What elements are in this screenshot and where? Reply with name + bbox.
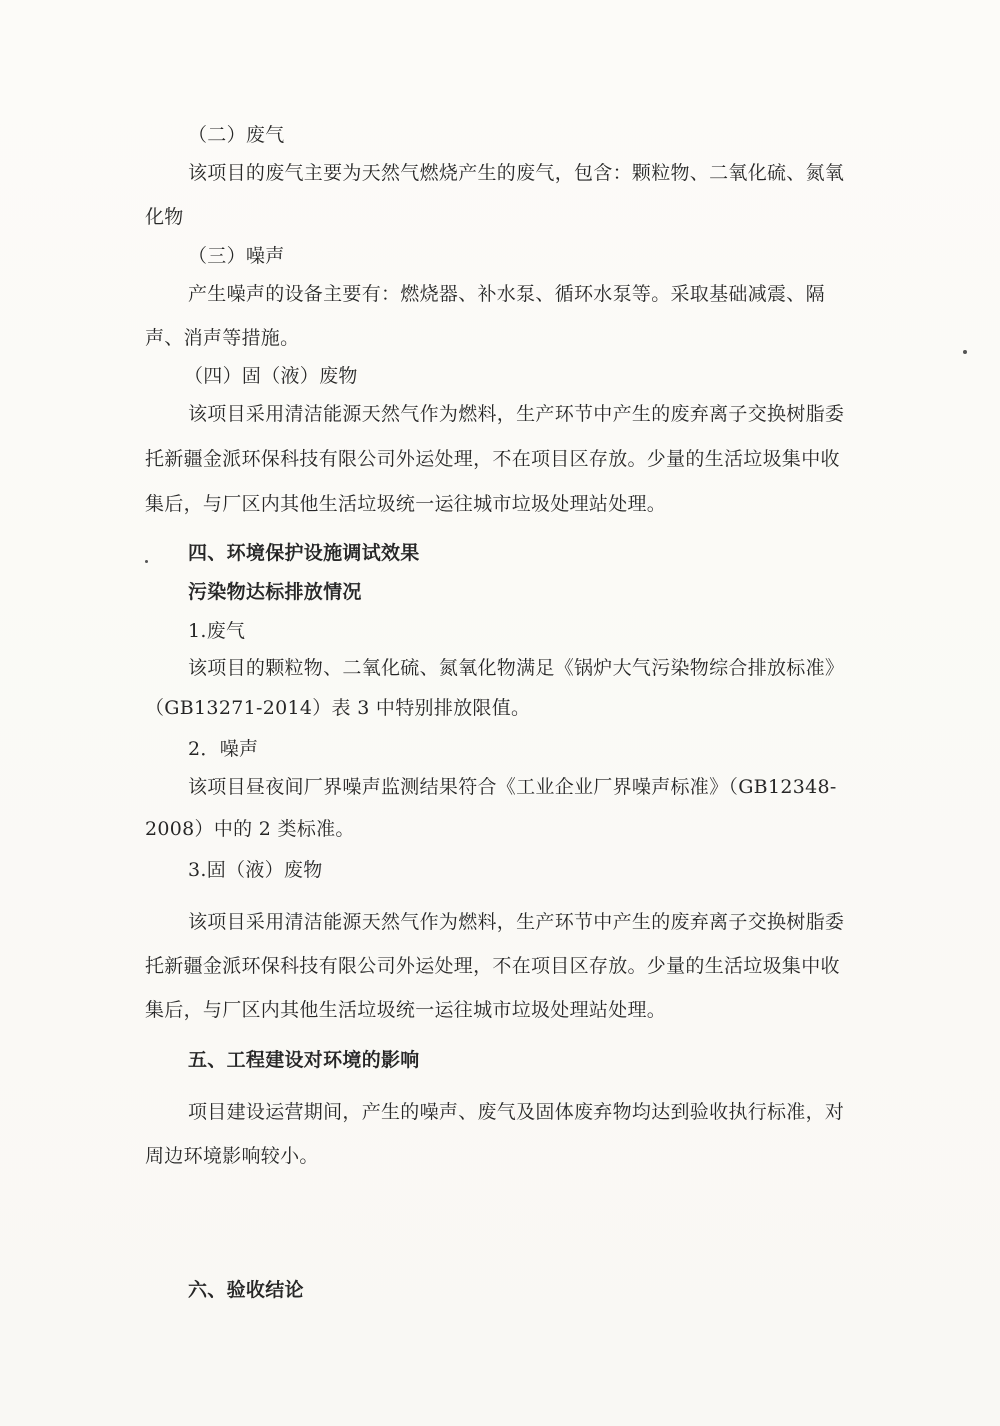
heading-environmental-impact: 五、工程建设对环境的影响 bbox=[188, 1049, 420, 1071]
item-title-waste-gas: 1.废气 bbox=[188, 620, 246, 642]
item-noise-paragraph: 该项目昼夜间厂界噪声监测结果符合《工业企业厂界噪声标准》（GB12348-2008）中的 2 类标准。 bbox=[145, 776, 837, 840]
section-title-noise: （三）噪声 bbox=[188, 245, 285, 267]
speck bbox=[145, 560, 148, 563]
solid-waste-paragraph: 该项目采用清洁能源天然气作为燃料，生产环节中产生的废弃离子交换树脂委托新疆金派环保科技有限公司外运处理，不在项目区存放。少量的生活垃圾集中收集后，与厂区内其他生活垃圾统一运往城市垃圾处理站处理。 bbox=[145, 403, 845, 515]
item-solid-waste-paragraph: 该项目采用清洁能源天然气作为燃料，生产环节中产生的废弃离子交换树脂委托新疆金派环保科技有限公司外运处理，不在项目区存放。少量的生活垃圾集中收集后，与厂区内其他生活垃圾统一运往城市垃圾处理站处理。 bbox=[145, 911, 845, 1021]
speck bbox=[963, 350, 967, 354]
section-title-waste-gas: （二）废气 bbox=[188, 124, 285, 146]
heading-facility-debugging: 四、环境保护设施调试效果 bbox=[188, 542, 420, 564]
noise-paragraph: 产生噪声的设备主要有：燃烧器、补水泵、循环水泵等。采取基础减震、隔声、消声等措施。 bbox=[145, 283, 825, 349]
item-title-noise: 2．噪声 bbox=[188, 738, 259, 760]
item-title-solid-waste: 3.固（液）废物 bbox=[188, 859, 323, 881]
environmental-impact-paragraph: 项目建设运营期间，产生的噪声、废气及固体废弃物均达到验收执行标准，对周边环境影响较小。 bbox=[145, 1101, 845, 1167]
section-title-solid-waste: （四）固（液）废物 bbox=[184, 365, 358, 387]
item-waste-gas-paragraph: 该项目的颗粒物、二氧化硫、氮氧化物满足《锅炉大气污染物综合排放标准》（GB13271-2014）表 3 中特别排放限值。 bbox=[145, 657, 845, 719]
heading-acceptance-conclusion: 六、验收结论 bbox=[188, 1279, 304, 1301]
subheading-emission-compliance: 污染物达标排放情况 bbox=[188, 581, 362, 603]
waste-gas-paragraph: 该项目的废气主要为天然气燃烧产生的废气，包含：颗粒物、二氧化硫、氮氧化物 bbox=[145, 162, 845, 228]
